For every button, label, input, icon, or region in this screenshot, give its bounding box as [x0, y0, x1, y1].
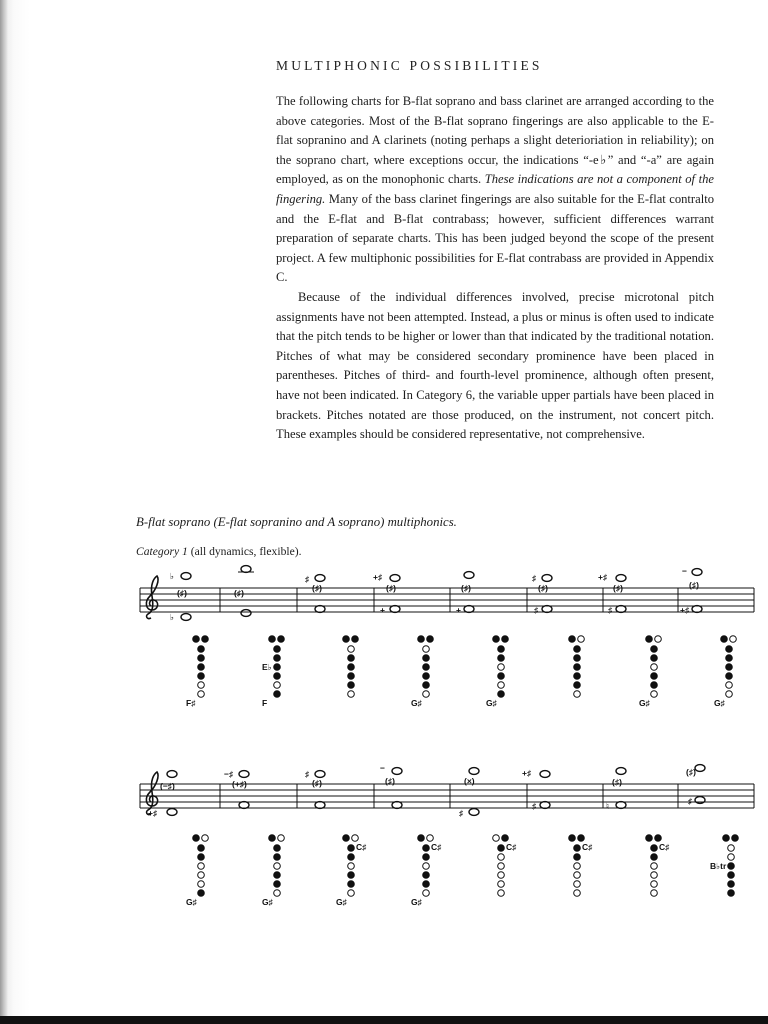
- closed-key-dot: [418, 636, 425, 643]
- closed-key-dot: [726, 673, 733, 680]
- fingering-key-label: G♯: [411, 897, 422, 907]
- closed-key-dot: [578, 835, 585, 842]
- fingering-diagram: [714, 636, 736, 708]
- closed-key-dot: [348, 655, 355, 662]
- svg-text:♯: ♯: [608, 605, 613, 615]
- svg-text:(♯): (♯): [385, 776, 395, 786]
- closed-key-dot: [726, 655, 733, 662]
- svg-text:(♯): (♯): [386, 583, 396, 593]
- svg-text:+♯: +♯: [148, 808, 158, 818]
- closed-key-dot: [202, 636, 209, 643]
- closed-key-dot: [651, 646, 658, 653]
- fingering-right-label: C♯: [506, 842, 517, 852]
- closed-key-dot: [348, 682, 355, 689]
- closed-key-dot: [343, 636, 350, 643]
- fingering-key-label: G♯: [486, 698, 497, 708]
- svg-text:(♯): (♯): [312, 778, 322, 788]
- closed-key-dot: [198, 655, 205, 662]
- closed-key-dot: [274, 691, 281, 698]
- svg-text:♯: ♯: [305, 769, 310, 779]
- closed-key-dot: [651, 854, 658, 861]
- open-key-dot: [498, 664, 505, 671]
- fingering-key-label: G♯: [411, 698, 422, 708]
- open-key-dot: [274, 890, 281, 897]
- open-key-dot: [498, 890, 505, 897]
- open-key-dot: [498, 881, 505, 888]
- closed-key-dot: [569, 835, 576, 842]
- fingering-diagram: [486, 636, 508, 708]
- open-key-dot: [728, 854, 735, 861]
- fingering-diagram: [493, 835, 517, 897]
- svg-text:(♯): (♯): [538, 583, 548, 593]
- closed-key-dot: [274, 854, 281, 861]
- svg-text:−♯: −♯: [224, 769, 234, 779]
- fingering-right-label: C♯: [431, 842, 442, 852]
- closed-key-dot: [493, 636, 500, 643]
- closed-key-dot: [646, 835, 653, 842]
- open-key-dot: [423, 863, 430, 870]
- fingering-diagram: [262, 835, 284, 907]
- svg-text:−: −: [380, 763, 385, 773]
- open-key-dot: [498, 854, 505, 861]
- closed-key-dot: [498, 845, 505, 852]
- closed-key-dot: [655, 835, 662, 842]
- closed-key-dot: [651, 673, 658, 680]
- svg-text:(+♯): (+♯): [232, 779, 247, 789]
- closed-key-dot: [198, 845, 205, 852]
- fingering-right-label: C♯: [582, 842, 593, 852]
- open-key-dot: [651, 691, 658, 698]
- svg-text:♯: ♯: [532, 573, 537, 583]
- fingering-key-label: G♯: [639, 698, 650, 708]
- closed-key-dot: [348, 854, 355, 861]
- fingering-diagram: [186, 636, 208, 708]
- closed-key-dot: [574, 646, 581, 653]
- closed-key-dot: [574, 682, 581, 689]
- closed-key-dot: [502, 636, 509, 643]
- closed-key-dot: [423, 845, 430, 852]
- svg-text:(♯): (♯): [312, 583, 322, 593]
- open-key-dot: [730, 636, 737, 643]
- open-key-dot: [574, 881, 581, 888]
- open-key-dot: [726, 691, 733, 698]
- fingering-key-label: G♯: [262, 897, 273, 907]
- closed-key-dot: [423, 854, 430, 861]
- closed-key-dot: [198, 890, 205, 897]
- fingering-diagram: [569, 636, 585, 698]
- page-header: MULTIPHONIC POSSIBILITIES: [276, 58, 543, 73]
- closed-key-dot: [721, 636, 728, 643]
- svg-text:(♯): (♯): [613, 583, 623, 593]
- closed-key-dot: [728, 890, 735, 897]
- closed-key-dot: [498, 646, 505, 653]
- svg-text:♯: ♯: [534, 605, 539, 615]
- closed-key-dot: [274, 872, 281, 879]
- closed-key-dot: [726, 646, 733, 653]
- svg-text:(×): (×): [464, 776, 475, 786]
- fingering-diagram: [343, 636, 359, 698]
- open-key-dot: [651, 881, 658, 888]
- p1-segment-0: The following charts for B-flat soprano and bass clarinet are arranged according to the above categories. Most of the B-flat soprano fingerings are also applicable to the E-flat sopranino and A clarinets (noting perhaps a slight deterioriation in reliability); on the soprano chart, where exceptions occur, the indications “-e♭” and “-a” are again employed, as on the monophonic charts.: [276, 94, 714, 187]
- svg-text:(♯): (♯): [461, 583, 471, 593]
- svg-text:(♯): (♯): [686, 767, 696, 777]
- p1-segment-2: Many of the bass clarinet fingerings are also suitable for the E-flat contralto and the E-flat and B-flat contrabass; however, sufficient differences warrant preparation of separate charts. This has been judged beyond the scope of the present project. A few multiphonic possibilities for E-flat contrabass are provided in Appendix C.: [276, 191, 714, 285]
- closed-key-dot: [278, 636, 285, 643]
- chart-title: B-flat soprano (E-flat sopranino and A soprano) multiphonics.: [136, 515, 457, 529]
- fingering-key-label: F: [262, 698, 268, 708]
- open-key-dot: [574, 691, 581, 698]
- open-key-dot: [274, 682, 281, 689]
- closed-key-dot: [423, 673, 430, 680]
- fingering-diagram: [411, 636, 433, 708]
- closed-key-dot: [193, 636, 200, 643]
- svg-text:+♯: +♯: [680, 605, 690, 615]
- fingering-diagram: [411, 835, 441, 907]
- open-key-dot: [574, 872, 581, 879]
- fingering-side-label: B♭tr: [710, 861, 727, 871]
- fingering-diagram: [646, 835, 670, 897]
- closed-key-dot: [427, 636, 434, 643]
- p1-segment-1: These indications are not a component of the fingering.: [276, 172, 714, 206]
- closed-key-dot: [723, 835, 730, 842]
- svg-text:+♯: +♯: [522, 768, 532, 778]
- fingering-right-label: C♯: [356, 842, 367, 852]
- fingering-key-label: G♯: [714, 698, 725, 708]
- closed-key-dot: [574, 673, 581, 680]
- closed-key-dot: [423, 655, 430, 662]
- svg-text:(♯): (♯): [234, 588, 244, 598]
- open-key-dot: [198, 881, 205, 888]
- open-key-dot: [348, 890, 355, 897]
- svg-text:+♯: +♯: [373, 572, 383, 582]
- closed-key-dot: [651, 682, 658, 689]
- closed-key-dot: [574, 854, 581, 861]
- open-key-dot: [651, 664, 658, 671]
- closed-key-dot: [274, 655, 281, 662]
- category-name: Category 1: [136, 545, 188, 558]
- closed-key-dot: [423, 682, 430, 689]
- fingering-right-label: C♯: [659, 842, 670, 852]
- closed-key-dot: [728, 881, 735, 888]
- open-key-dot: [651, 863, 658, 870]
- open-key-dot: [574, 890, 581, 897]
- open-key-dot: [427, 835, 434, 842]
- fingering-key-label: F♯: [186, 698, 196, 708]
- open-key-dot: [274, 863, 281, 870]
- svg-text:(♯): (♯): [177, 588, 187, 598]
- open-key-dot: [198, 682, 205, 689]
- svg-text:(♯): (♯): [612, 777, 622, 787]
- open-key-dot: [578, 636, 585, 643]
- staff-row-1: [140, 588, 754, 612]
- open-key-dot: [423, 646, 430, 653]
- open-key-dot: [423, 890, 430, 897]
- fingerings-row-2: [186, 835, 738, 907]
- closed-key-dot: [193, 835, 200, 842]
- closed-key-dot: [728, 863, 735, 870]
- open-key-dot: [651, 872, 658, 879]
- open-key-dot: [348, 691, 355, 698]
- open-key-dot: [348, 646, 355, 653]
- svg-text:♭: ♭: [170, 612, 175, 622]
- svg-text:(−♯): (−♯): [160, 781, 175, 791]
- open-key-dot: [423, 691, 430, 698]
- fingering-diagram: [336, 835, 366, 907]
- svg-text:+♯: +♯: [598, 572, 608, 582]
- open-key-dot: [198, 691, 205, 698]
- svg-text:♯: ♯: [688, 796, 693, 806]
- open-key-dot: [655, 636, 662, 643]
- svg-text:+: +: [456, 605, 461, 615]
- open-key-dot: [498, 682, 505, 689]
- svg-text:(♯): (♯): [689, 580, 699, 590]
- scan-bottom-edge: [0, 1016, 768, 1024]
- closed-key-dot: [198, 646, 205, 653]
- closed-key-dot: [274, 881, 281, 888]
- open-key-dot: [202, 835, 209, 842]
- fingerings-row-1: [186, 636, 736, 708]
- fingering-diagram: [639, 636, 661, 708]
- closed-key-dot: [423, 664, 430, 671]
- closed-key-dot: [646, 636, 653, 643]
- closed-key-dot: [423, 881, 430, 888]
- closed-key-dot: [732, 835, 739, 842]
- fingering-side-label: E♭: [262, 662, 272, 672]
- open-key-dot: [348, 863, 355, 870]
- closed-key-dot: [348, 872, 355, 879]
- fingering-key-label: G♯: [336, 897, 347, 907]
- closed-key-dot: [651, 845, 658, 852]
- closed-key-dot: [498, 655, 505, 662]
- open-key-dot: [198, 863, 205, 870]
- open-key-dot: [498, 872, 505, 879]
- closed-key-dot: [651, 655, 658, 662]
- svg-text:♯: ♯: [305, 574, 310, 584]
- closed-key-dot: [574, 664, 581, 671]
- closed-key-dot: [274, 845, 281, 852]
- open-key-dot: [728, 845, 735, 852]
- closed-key-dot: [198, 664, 205, 671]
- closed-key-dot: [569, 636, 576, 643]
- open-key-dot: [498, 863, 505, 870]
- closed-key-dot: [269, 636, 276, 643]
- closed-key-dot: [352, 636, 359, 643]
- closed-key-dot: [726, 664, 733, 671]
- open-key-dot: [278, 835, 285, 842]
- svg-text:♮: ♮: [606, 801, 610, 811]
- open-key-dot: [352, 835, 359, 842]
- closed-key-dot: [274, 646, 281, 653]
- p2-segment-0: Because of the individual differences involved, precise microtonal pitch assignments have not been attempted. Instead, a plus or minus is often used to indicate that the pitch tends to be higher or lower than that indicated by the traditional notation. Pitches of what may be considered secondary prominence have been placed in parentheses. Pitches of third- and fourth-level prominence, although often present, have not been indicated. In Category 6, the variable upper partials have been placed in brackets. Pitches notated are those produced, on the instrument, not concert pitch. These examples should be considered representative, not comprehensive.: [276, 289, 714, 442]
- svg-text:−: −: [682, 566, 687, 576]
- closed-key-dot: [348, 664, 355, 671]
- svg-text:♯: ♯: [532, 801, 537, 811]
- closed-key-dot: [269, 835, 276, 842]
- open-key-dot: [198, 872, 205, 879]
- closed-key-dot: [348, 845, 355, 852]
- closed-key-dot: [728, 872, 735, 879]
- closed-key-dot: [418, 835, 425, 842]
- closed-key-dot: [574, 655, 581, 662]
- closed-key-dot: [498, 691, 505, 698]
- open-key-dot: [726, 682, 733, 689]
- closed-key-dot: [574, 845, 581, 852]
- fingering-diagram: [710, 835, 738, 897]
- closed-key-dot: [348, 673, 355, 680]
- closed-key-dot: [502, 835, 509, 842]
- open-key-dot: [651, 890, 658, 897]
- fingering-key-label: G♯: [186, 897, 197, 907]
- open-key-dot: [493, 835, 500, 842]
- closed-key-dot: [348, 881, 355, 888]
- closed-key-dot: [274, 664, 281, 671]
- closed-key-dot: [498, 673, 505, 680]
- closed-key-dot: [423, 872, 430, 879]
- open-key-dot: [574, 863, 581, 870]
- svg-text:+: +: [380, 605, 385, 615]
- fingering-diagram: [262, 636, 284, 708]
- closed-key-dot: [198, 673, 205, 680]
- fingering-diagram: [569, 835, 593, 897]
- fingering-diagram: [186, 835, 208, 907]
- category-note: (all dynamics, flexible).: [187, 545, 302, 558]
- closed-key-dot: [343, 835, 350, 842]
- closed-key-dot: [198, 854, 205, 861]
- svg-text:♯: ♯: [459, 808, 464, 818]
- closed-key-dot: [274, 673, 281, 680]
- svg-text:♭: ♭: [170, 571, 175, 581]
